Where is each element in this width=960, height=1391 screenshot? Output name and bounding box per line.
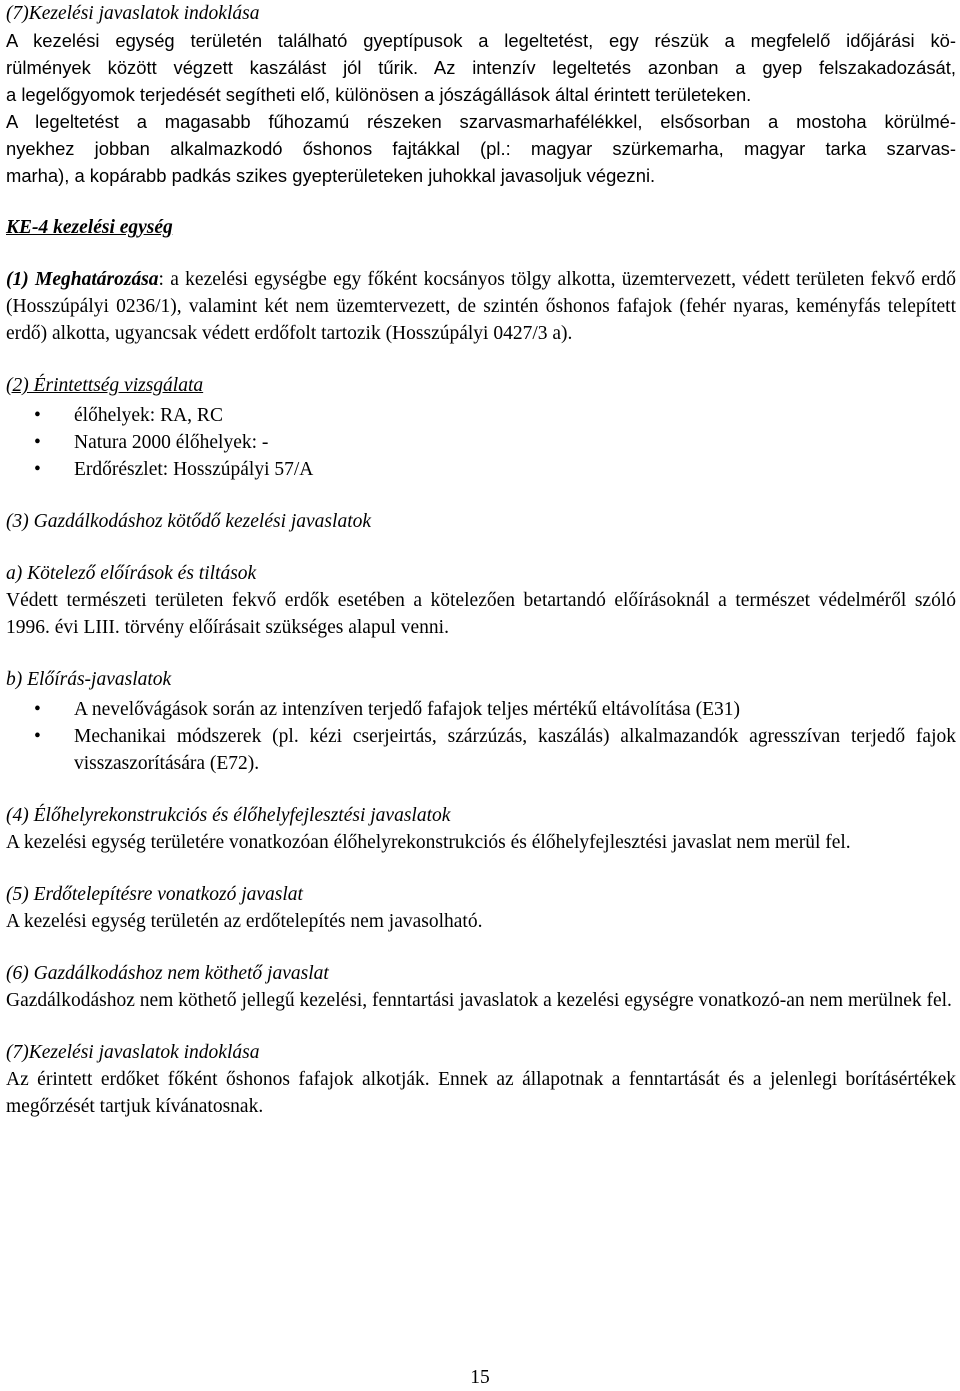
list-item: • Mechanikai módszerek (pl. kézi cserjeirtás, szárzúzás, kaszálás) alkalmazandók agresszívan terjedő fajok visszaszorítására (E72). xyxy=(6,723,956,777)
page-number: 15 xyxy=(470,1367,490,1388)
recommendations-list xyxy=(6,696,956,777)
text-line: A kezelési egység területén található gyeptípusok a legeltetést, egy részük a megfelelő időjárási kö- xyxy=(6,30,956,51)
bullet-icon: • xyxy=(34,726,41,747)
unit-title: KE-4 kezelési egység xyxy=(6,217,173,238)
section-heading-justification-prev: (7)Kezelési javaslatok indoklása xyxy=(6,3,260,24)
habitat-heading: (4) Élőhelyrekonstrukciós és élőhelyfejlesztési javaslatok xyxy=(6,805,451,826)
bullet-icon: • xyxy=(34,699,41,720)
text-line: marha), a kopárabb padkás szikes gyepterületeken juhokkal javasoljuk végezni. xyxy=(6,165,656,186)
justification-text: Az érintett erdőket főként őshonos fafajok alkotják. Ennek az állapotnak a fenntartását és a jelenlegi borításértékek megőrzését tartjuk kívánatosnak. xyxy=(6,1069,956,1117)
obligations-heading: a) Kötelező előírások és tiltások xyxy=(6,563,257,584)
text-line: a legelőgyomok terjedését segítheti elő, különösen a jószágállások által érintett területeken. xyxy=(6,84,752,105)
list-item: • Erdőrészlet: Hosszúpályi 57/A xyxy=(6,456,956,483)
text-line: rülmények között végzett kaszálást jól tűrik. Az intenzív legeltetés azonban a gyep felszakadozását, xyxy=(6,57,956,78)
management-heading: (3) Gazdálkodáshoz kötődő kezelési javaslatok xyxy=(6,511,372,532)
definition-paragraph xyxy=(6,266,956,347)
afforestation-text: A kezelési egység területén az erdőtelepítés nem javasolható. xyxy=(6,911,483,932)
justification-paragraph-prev xyxy=(6,27,956,189)
bullet-icon: • xyxy=(34,459,41,480)
text-line: nyekhez jobban alkalmazkodó őshonos fajtákkal (pl.: magyar szürkemarha, magyar tarka szarvas- xyxy=(6,138,956,159)
definition-label: (1) Meghatározása xyxy=(6,269,159,290)
nonfarming-heading: (6) Gazdálkodáshoz nem köthető javaslat xyxy=(6,963,329,984)
obligations-text: Védett természeti területen fekvő erdők esetében a kötelezően betartandó előírásoknál a természet védelméről szóló 1996. évi LIII. törvény előírásait szükséges alapul venni. xyxy=(6,590,956,638)
afforestation-heading: (5) Erdőtelepítésre vonatkozó javaslat xyxy=(6,884,303,905)
list-item: • élőhelyek: RA, RC xyxy=(6,402,956,429)
impact-list xyxy=(6,402,956,483)
text-line: A legeltetést a magasabb fűhozamú részeken szarvasmarhafélékkel, elsősorban a mostoha körülmé- xyxy=(6,111,956,132)
list-item: • A nevelővágások során az intenzíven terjedő fafajok teljes mértékű eltávolítása (E31) xyxy=(6,696,956,723)
justification-heading: (7)Kezelési javaslatok indoklása xyxy=(6,1042,260,1063)
bullet-icon: • xyxy=(34,432,41,453)
bullet-icon: • xyxy=(34,405,41,426)
habitat-text: A kezelési egység területére vonatkozóan élőhelyrekonstrukciós és élőhelyfejlesztési javaslat nem merül fel. xyxy=(6,832,851,853)
document-page xyxy=(6,0,956,1120)
nonfarming-text: Gazdálkodáshoz nem köthető jellegű kezelési, fenntartási javaslatok a kezelési egységre vonatkozó-an nem merülnek fel. xyxy=(6,990,952,1011)
definition-text: : a kezelési egységbe egy főként kocsányos tölgy alkotta, üzemtervezett, védett területen fekvő erdő (Hosszúpályi 0236/1), valamint két nem üzemtervezett, de szintén őshonos fafajok (fehér nyaras, keményfás telepített erdő) alkotta, ugyancsak védett erdőfolt tartozik (Hosszúpályi 0427/3 a). xyxy=(6,269,956,344)
list-item: • Natura 2000 élőhelyek: - xyxy=(6,429,956,456)
impact-heading: (2) Érintettség vizsgálata xyxy=(6,375,204,396)
recommendations-heading: b) Előírás-javaslatok xyxy=(6,669,172,690)
